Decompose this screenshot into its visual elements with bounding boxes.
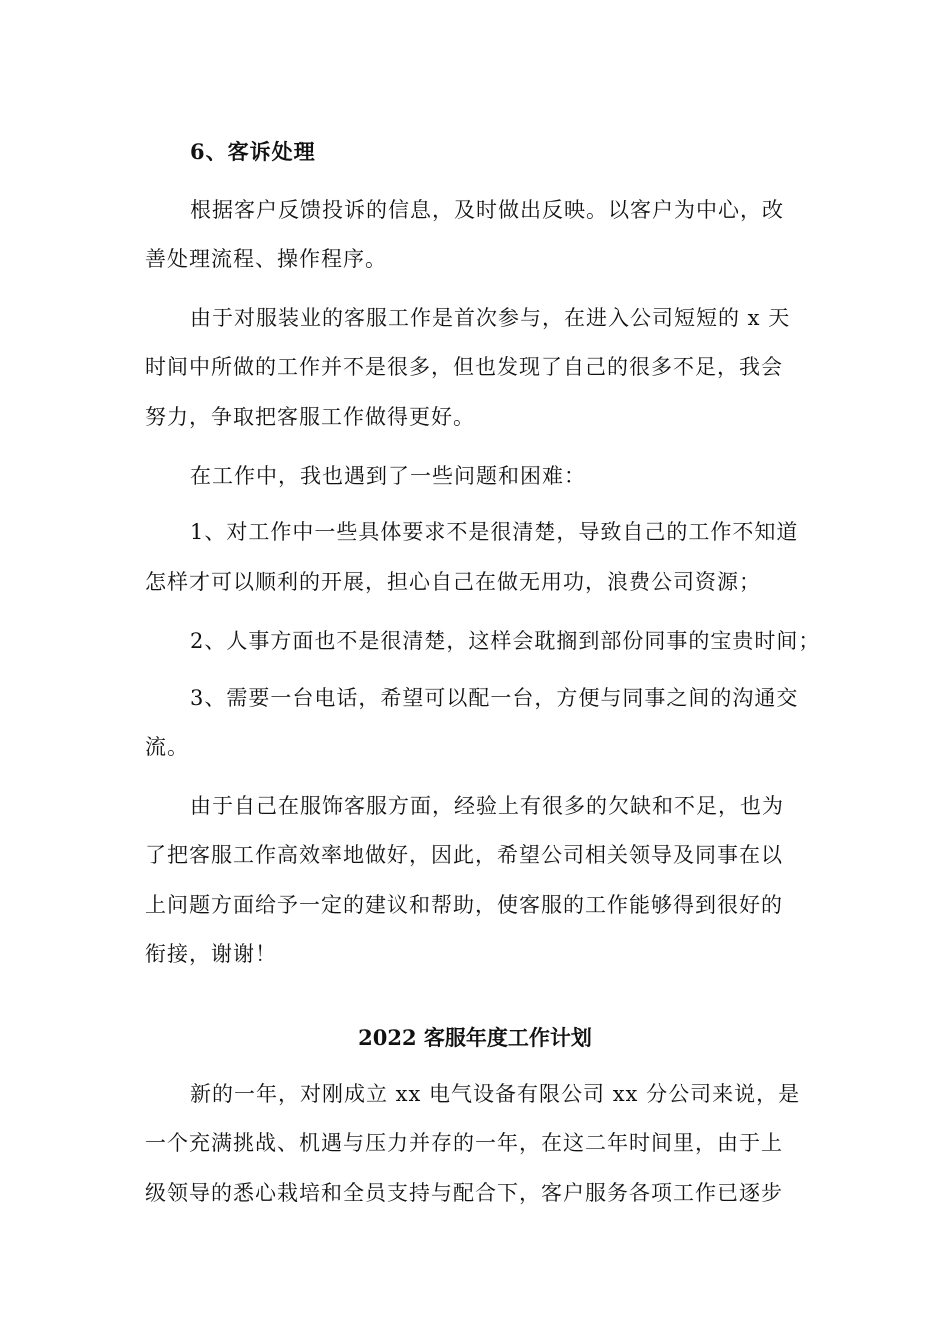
list-item-line: 怎样才可以顺利的开展，担心自己在做无用功，浪费公司资源； <box>145 570 761 594</box>
document-title: 2022 客服年度工作计划 <box>358 1025 592 1050</box>
paragraph-line: 级领导的悉心栽培和全员支持与配合下，客户服务各项工作已逐步 <box>145 1181 783 1205</box>
paragraph-line: 努力，争取把客服工作做得更好。 <box>145 405 475 429</box>
paragraph-line: 一个充满挑战、机遇与压力并存的一年，在这二年时间里，由于上 <box>145 1131 783 1155</box>
list-item-line: 2、人事方面也不是很清楚，这样会耽搁到部份同事的宝贵时间； <box>190 629 821 653</box>
paragraph-line: 上问题方面给予一定的建议和帮助，使客服的工作能够得到很好的 <box>145 893 783 917</box>
list-item-line: 流。 <box>145 735 189 759</box>
paragraph-line: 衔接，谢谢！ <box>145 942 277 966</box>
section-heading: 6、客诉处理 <box>190 139 316 164</box>
list-item-line: 1、对工作中一些具体要求不是很清楚，导致自己的工作不知道 <box>190 520 799 544</box>
paragraph-line: 由于自己在服饰客服方面，经验上有很多的欠缺和不足，也为 <box>190 794 784 818</box>
list-item-line: 3、需要一台电话，希望可以配一台，方便与同事之间的沟通交 <box>190 686 799 710</box>
paragraph-line: 时间中所做的工作并不是很多，但也发现了自己的很多不足，我会 <box>145 355 783 379</box>
paragraph-line: 了把客服工作高效率地做好，因此，希望公司相关领导及同事在以 <box>145 843 783 867</box>
paragraph-line: 由于对服装业的客服工作是首次参与，在进入公司短短的 x 天 <box>190 306 791 330</box>
paragraph-line: 在工作中，我也遇到了一些问题和困难： <box>190 464 586 488</box>
paragraph-line: 善处理流程、操作程序。 <box>145 247 387 271</box>
paragraph-line: 新的一年，对刚成立 xx 电气设备有限公司 xx 分公司来说，是 <box>190 1082 801 1106</box>
paragraph-line: 根据客户反馈投诉的信息，及时做出反映。以客户为中心，改 <box>190 198 784 222</box>
